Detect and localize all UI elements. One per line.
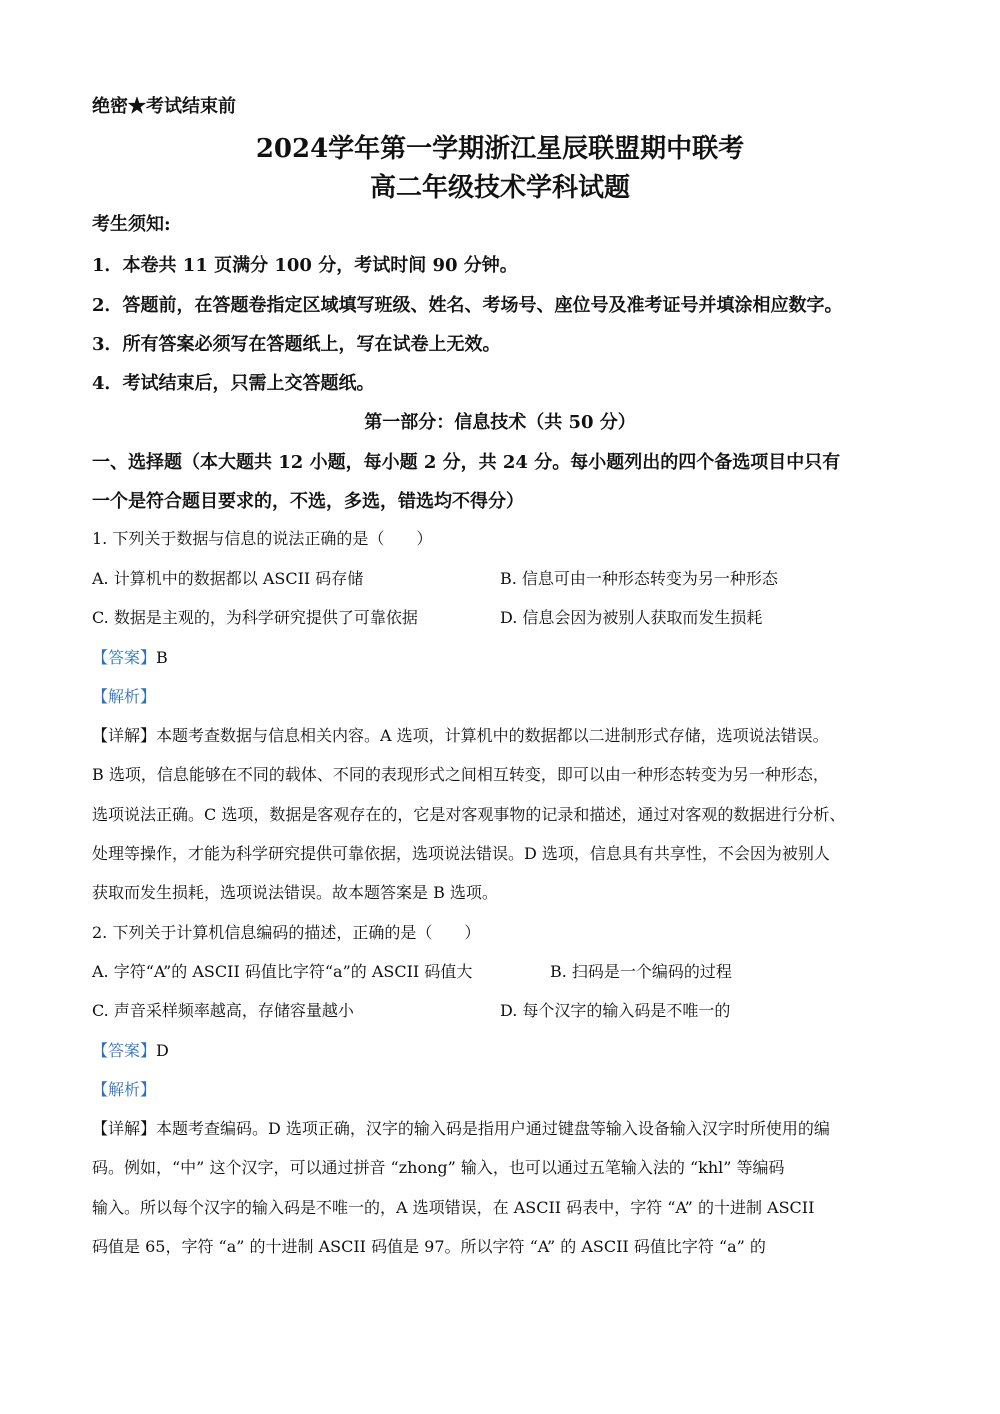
- notice-item: 1．本卷共 11 页满分 100 分，考试时间 90 分钟。: [92, 255, 518, 276]
- answer-value: B: [156, 648, 168, 667]
- q1-detail-line: 处理等操作，才能为科学研究提供可靠依据，选项说法错误。D 选项，信息具有共享性，不会因为被别人: [92, 844, 830, 863]
- q1-option-b: B. 信息可由一种形态转变为另一种形态: [500, 569, 778, 588]
- q2-detail-line: 码值是 65，字符 “a” 的十进制 ASCII 码值是 97。所以字符 “A” 的 ASCII 码值比字符 “a” 的: [92, 1237, 766, 1256]
- q1-analysis-tag: 【解析】: [92, 687, 157, 706]
- notice-item: 3．所有答案必须写在答题纸上，写在试卷上无效。: [92, 334, 501, 355]
- q1-option-d: D. 信息会因为被别人获取而发生损耗: [500, 608, 763, 627]
- q2-option-d: D. 每个汉字的输入码是不唯一的: [500, 1001, 731, 1020]
- part-heading: 第一部分：信息技术（共 50 分）: [364, 412, 636, 433]
- answer-value: D: [156, 1041, 169, 1060]
- answer-tag: 【答案】: [92, 1041, 157, 1060]
- q2-detail-line: 码。例如，“中” 这个汉字，可以通过拼音 “zhong” 输入，也可以通过五笔输入法的 “khl” 等编码: [92, 1158, 785, 1177]
- q2-option-c: C. 声音采样频率越高，存储容量越小: [92, 1001, 354, 1020]
- q1-stem: 1. 下列关于数据与信息的说法正确的是（ ）: [92, 529, 433, 548]
- q1-detail-line: B 选项，信息能够在不同的载体、不同的表现形式之间相互转变，即可以由一种形态转变为另一种形态，: [92, 765, 829, 784]
- q2-option-b: B. 扫码是一个编码的过程: [550, 962, 732, 981]
- q1-detail-line: 获取而发生损耗，选项说法错误。故本题答案是 B 选项。: [92, 883, 498, 902]
- notice-item: 2．答题前，在答题卷指定区域填写班级、姓名、考场号、座位号及准考证号并填涂相应数字。: [92, 295, 843, 316]
- exam-subtitle: 高二年级技术学科试题: [369, 173, 630, 203]
- detail-text: 本题考查数据与信息相关内容。A 选项，计算机中的数据都以二进制形式存储，选项说法错误。: [156, 726, 829, 745]
- q1-option-c: C. 数据是主观的，为科学研究提供了可靠依据: [92, 608, 418, 627]
- q1-answer: [92, 645, 168, 668]
- notice-heading: 考生须知:: [92, 214, 171, 235]
- detail-tag: 【详解】: [92, 726, 157, 745]
- section-heading-cont: 一个是符合题目要求的，不选，多选，错选均不得分）: [92, 491, 524, 512]
- q2-option-a: A. 字符“A”的 ASCII 码值比字符“a”的 ASCII 码值大: [92, 962, 473, 981]
- q1-detail-line: [92, 723, 829, 746]
- detail-tag: 【详解】: [92, 1119, 157, 1138]
- exam-title: 2024学年第一学期浙江星辰联盟期中联考: [255, 134, 745, 164]
- section-heading: 一、选择题（本大题共 12 小题，每小题 2 分，共 24 分。每小题列出的四个备选项目中只有: [92, 452, 841, 473]
- q2-stem: 2. 下列关于计算机信息编码的描述，正确的是（ ）: [92, 923, 481, 942]
- q1-option-a: A. 计算机中的数据都以 ASCII 码存储: [92, 569, 364, 588]
- answer-tag: 【答案】: [92, 648, 157, 667]
- q2-answer: [92, 1038, 169, 1061]
- q2-detail-line: 输入。所以每个汉字的输入码是不唯一的，A 选项错误，在 ASCII 码表中，字符 “A” 的十进制 ASCII: [92, 1198, 815, 1217]
- q2-detail-line: [92, 1116, 830, 1139]
- confidential-label: 绝密★考试结束前: [92, 96, 236, 117]
- q1-detail-line: 选项说法正确。C 选项，数据是客观存在的，它是对客观事物的记录和描述，通过对客观的数据进行分析、: [92, 805, 846, 824]
- q2-analysis-tag: 【解析】: [92, 1080, 157, 1099]
- notice-item: 4．考试结束后，只需上交答题纸。: [92, 373, 375, 394]
- detail-text: 本题考查编码。D 选项正确，汉字的输入码是指用户通过键盘等输入设备输入汉字时所使用的编: [156, 1119, 830, 1138]
